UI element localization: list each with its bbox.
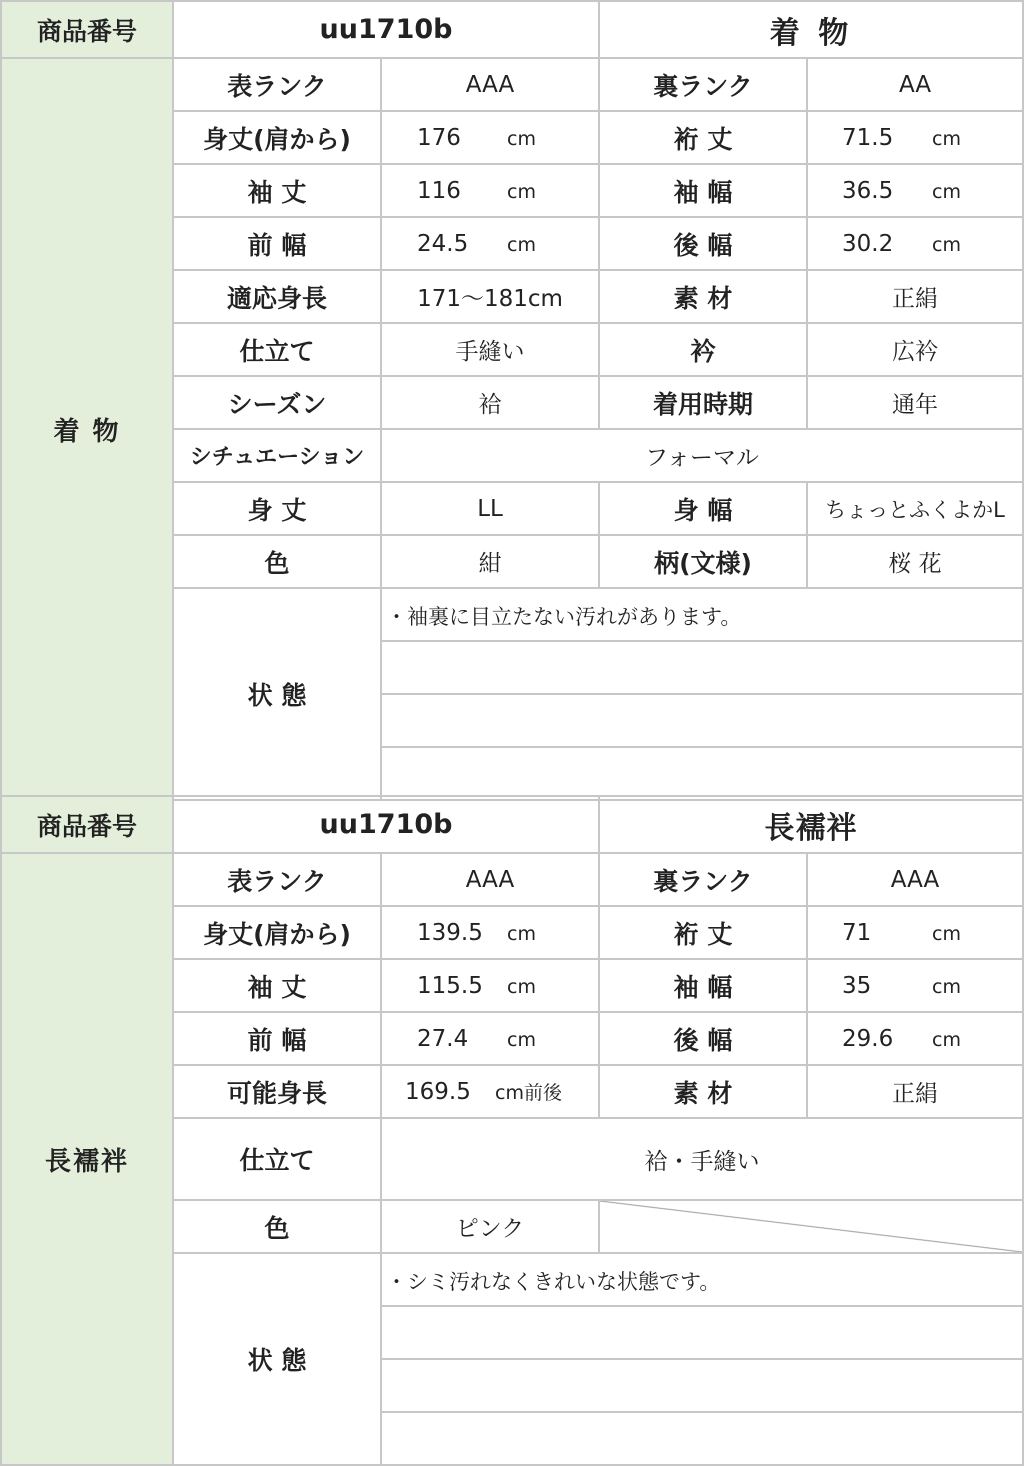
row-label: 身 丈 <box>173 482 381 535</box>
section-label: 長襦袢 <box>1 853 173 1465</box>
product-number-label: 商品番号 <box>1 796 173 853</box>
measure-cell <box>381 164 599 217</box>
row-label: 仕立て <box>173 323 381 376</box>
measure-unit: cm <box>932 1028 961 1051</box>
row-value: 正絹 <box>807 270 1023 323</box>
measure-cell <box>807 164 1023 217</box>
row-label: 前 幅 <box>173 217 381 270</box>
measure-value: 24.5 <box>417 230 469 257</box>
condition-line: ・シミ汚れなくきれいな状態です。 <box>381 1253 1023 1306</box>
row-value: AA <box>807 58 1023 111</box>
row-label: 素 材 <box>599 270 807 323</box>
condition-line-empty <box>381 747 1023 800</box>
measure-unit: cm <box>507 180 536 203</box>
row-label: 前 幅 <box>173 1012 381 1065</box>
measure-value: 35 <box>842 972 872 999</box>
measure-cell <box>807 906 1023 959</box>
condition-line: ・袖裏に目立たない汚れがあります。 <box>381 588 1023 641</box>
row-value: AAA <box>381 853 599 906</box>
row-label: 柄(文様) <box>599 535 807 588</box>
condition-label: 状 態 <box>173 1253 381 1465</box>
row-label: 可能身長 <box>173 1065 381 1118</box>
measure-cell <box>807 217 1023 270</box>
measure-unit: cm <box>507 1028 536 1051</box>
item-kind: 着 物 <box>599 1 1023 58</box>
row-value: 桜 花 <box>807 535 1023 588</box>
juban-spec-table <box>0 795 1024 1466</box>
measure-value: 139.5 <box>417 919 483 946</box>
measure-unit: cm <box>507 233 536 256</box>
measure-cell <box>381 906 599 959</box>
measure-cell <box>807 1012 1023 1065</box>
measure-unit: cm <box>932 922 961 945</box>
row-label: 色 <box>173 535 381 588</box>
row-label: シーズン <box>173 376 381 429</box>
row-label: 裏ランク <box>599 853 807 906</box>
measure-value: 27.4 <box>417 1025 469 1052</box>
row-label: 袖 丈 <box>173 959 381 1012</box>
row-label: 身 幅 <box>599 482 807 535</box>
row-value: 正絹 <box>807 1065 1023 1118</box>
measure-unit: cm <box>507 922 536 945</box>
row-value: AAA <box>807 853 1023 906</box>
row-label: 裏ランク <box>599 58 807 111</box>
empty-cell-diagonal <box>599 1200 1023 1253</box>
row-value: 171～181cm <box>381 270 599 323</box>
product-number-label: 商品番号 <box>1 1 173 58</box>
measure-unit: cm <box>932 233 961 256</box>
row-value: フォーマル <box>381 429 1023 482</box>
condition-line-empty <box>381 694 1023 747</box>
row-value: 袷 <box>381 376 599 429</box>
measure-value: 36.5 <box>842 177 894 204</box>
row-label: 身丈(肩から) <box>173 111 381 164</box>
measure-value: 169.5 <box>405 1079 471 1105</box>
measure-cell <box>807 111 1023 164</box>
measure-cell <box>381 959 599 1012</box>
measure-unit: cm前後 <box>495 1082 562 1104</box>
measure-value: 71.5 <box>842 124 894 151</box>
measure-value: 176 <box>417 124 461 151</box>
row-label: 着用時期 <box>599 376 807 429</box>
row-label: 袖 幅 <box>599 164 807 217</box>
measure-unit: cm <box>932 180 961 203</box>
measure-unit: cm <box>507 127 536 150</box>
condition-line-empty <box>381 1359 1023 1412</box>
measure-cell <box>381 1065 599 1118</box>
measure-unit: cm <box>932 975 961 998</box>
row-label: 裄 丈 <box>599 906 807 959</box>
measure-value: 30.2 <box>842 230 894 257</box>
row-value: 紺 <box>381 535 599 588</box>
row-label: 表ランク <box>173 853 381 906</box>
condition-line-empty <box>381 1306 1023 1359</box>
row-label: 裄 丈 <box>599 111 807 164</box>
measure-cell <box>381 217 599 270</box>
condition-label: 状 態 <box>173 588 381 800</box>
row-label: 適応身長 <box>173 270 381 323</box>
row-value: 袷・手縫い <box>381 1118 1023 1200</box>
product-code: uu1710b <box>173 796 599 853</box>
row-value: 通年 <box>807 376 1023 429</box>
row-value: ちょっとふくよかL <box>807 482 1023 535</box>
measure-value: 29.6 <box>842 1025 894 1052</box>
measure-unit: cm <box>932 127 961 150</box>
row-label: 衿 <box>599 323 807 376</box>
juban-spec-sheet <box>0 795 1024 1462</box>
row-label: 仕立て <box>173 1118 381 1200</box>
row-value: 手縫い <box>381 323 599 376</box>
measure-value: 116 <box>417 177 461 204</box>
item-kind: 長襦袢 <box>599 796 1023 853</box>
row-label: 後 幅 <box>599 217 807 270</box>
row-value: AAA <box>381 58 599 111</box>
condition-line-empty <box>381 1412 1023 1465</box>
measure-cell <box>381 111 599 164</box>
row-label: 袖 丈 <box>173 164 381 217</box>
row-value: LL <box>381 482 599 535</box>
measure-value: 71 <box>842 919 872 946</box>
row-label: 袖 幅 <box>599 959 807 1012</box>
row-value: 広衿 <box>807 323 1023 376</box>
measure-cell <box>381 1012 599 1065</box>
measure-value: 115.5 <box>417 972 483 999</box>
row-label: 色 <box>173 1200 381 1253</box>
measure-cell <box>807 959 1023 1012</box>
row-label: 素 材 <box>599 1065 807 1118</box>
product-code: uu1710b <box>173 1 599 58</box>
row-value: ピンク <box>381 1200 599 1253</box>
row-label: 後 幅 <box>599 1012 807 1065</box>
row-label: 身丈(肩から) <box>173 906 381 959</box>
section-label: 着 物 <box>1 58 173 800</box>
row-label: シチュエーション <box>173 429 381 482</box>
row-label: 表ランク <box>173 58 381 111</box>
condition-line-empty <box>381 641 1023 694</box>
measure-unit: cm <box>507 975 536 998</box>
